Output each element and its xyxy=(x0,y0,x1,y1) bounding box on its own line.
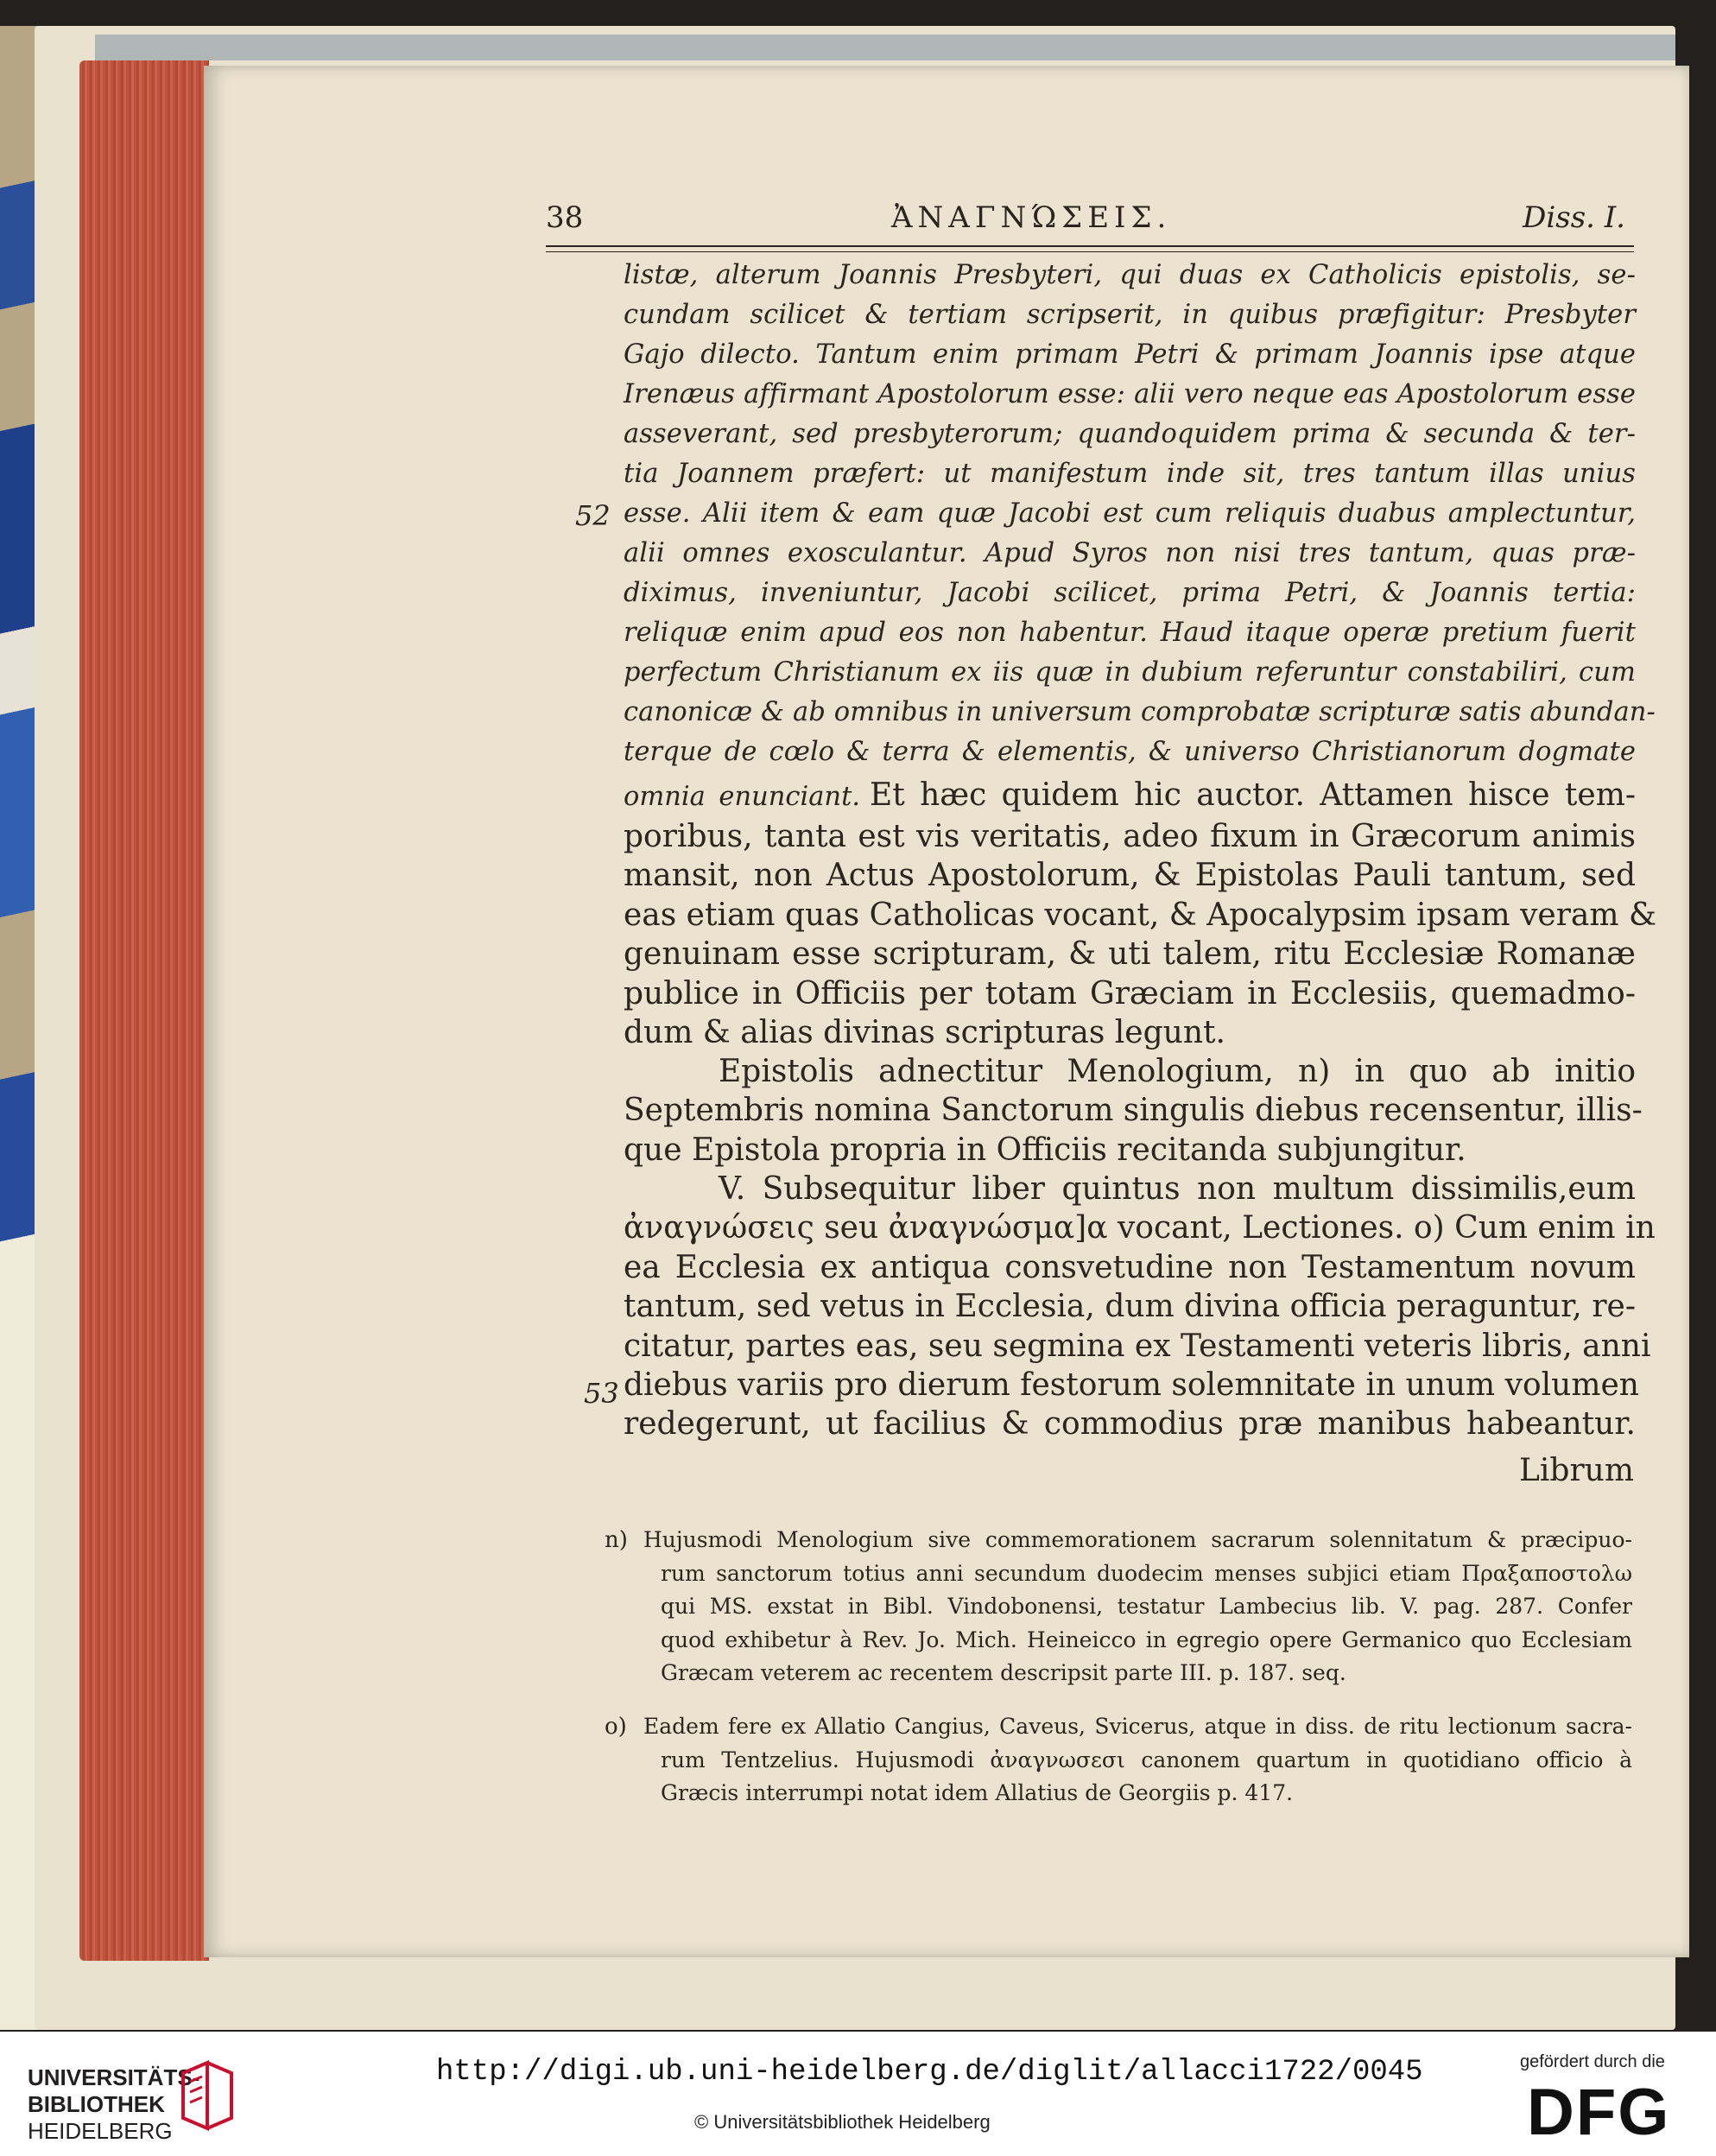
text-line: citatur, partes eas, seu segmina ex Testamenti veteris libris, anni xyxy=(624,1328,1651,1364)
margin-number: 53 xyxy=(584,1377,619,1410)
footnote-line: Eadem fere ex Allatio Cangius, Caveus, Svicerus, atque in diss. de ritu lectionum sacra- xyxy=(643,1714,1632,1739)
library-logo-text: UNIVERSITÄTS- BIBLIOTHEK HEIDELBERG xyxy=(28,2064,200,2144)
mixed-italic: omnia enunciant. xyxy=(624,782,861,812)
header-rule-thin xyxy=(546,251,1634,252)
paragraph-lectiones xyxy=(624,1170,1656,1444)
section-label: Diss. I. xyxy=(1523,200,1625,235)
footnote-n xyxy=(643,1524,1632,1690)
viewer-footer xyxy=(0,2032,1716,2156)
text-line: diximus, inveniuntur, Jacobi scilicet, prima Petri, & Joannis tertia: xyxy=(624,578,1636,608)
footnote-line: rum Tentzelius. Hujusmodi ἀναγνωσεσι canonem quartum in quotidiano officio à xyxy=(661,1747,1632,1772)
text-line: reliquæ enim apud eos non habentur. Haud itaque operæ pretium fuerit xyxy=(624,618,1636,648)
text-line: dum & alias divinas scripturas legunt. xyxy=(624,1014,1225,1050)
footnote-line: Græcis interrumpi notat idem Allatius de Georgiis p. 417. xyxy=(661,1780,1294,1806)
text-line: Septembris nomina Sanctorum singulis diebus recensentur, illis- xyxy=(624,1093,1643,1129)
italic-block xyxy=(624,256,1656,772)
dfg-logo: DFG xyxy=(1527,2076,1671,2149)
cover-stripe xyxy=(95,35,1675,60)
copyright: © Universitätsbibliothek Heidelberg xyxy=(694,2111,991,2133)
footnote-line: Græcam veterem ac recentem descripsit parte III. p. 187. seq. xyxy=(661,1660,1346,1686)
text-line: listæ, alterum Joannis Presbyteri, qui duas ex Catholicis epistolis, se- xyxy=(624,260,1636,290)
mixed-line xyxy=(624,774,1636,817)
text-line: perfectum Christianum ex iis quæ in dubium referuntur constabiliri, cum xyxy=(624,657,1636,688)
text-line: terque de cœlo & terra & elementis, & universo Christianorum dogmate xyxy=(624,737,1636,767)
roman-block xyxy=(624,817,1657,1052)
text-line: Gajo dilecto. Tantum enim primam Petri & primam Joannis ipse atque xyxy=(624,339,1636,370)
text-line: tia Joannem præfert: ut manifestum inde sit, tres tantum illas unius xyxy=(624,459,1636,489)
text-line: alii omnes exosculantur. Apud Syros non nisi tres tantum, quas præ- xyxy=(624,538,1636,568)
text-line: que Epistola propria in Officiis recitanda subjungitur. xyxy=(624,1132,1466,1168)
funding-label: gefördert durch die xyxy=(1520,2052,1665,2071)
header-rule xyxy=(546,245,1634,247)
text-line: mansit, non Actus Apostolorum, & Epistolas Pauli tantum, sed xyxy=(624,858,1636,894)
footnote-mark: o) xyxy=(605,1714,627,1740)
text-line: ἀναγνώσεις seu ἀναγνώσμα]α vocant, Lectiones. o) Cum enim in xyxy=(624,1210,1656,1246)
text-line: canonicæ & ab omnibus in universum comprobatæ scripturæ satis abundan- xyxy=(624,697,1656,727)
footnote-line: qui MS. exstat in Bibl. Vindobonensi, testatur Lambecius lib. V. pag. 287. Confer xyxy=(661,1594,1632,1620)
text-line: genuinam esse scripturam, & uti talem, ritu Ecclesiæ Romanæ xyxy=(624,936,1636,973)
text-line: redegerunt, ut facilius & commodius præ manibus habeantur. xyxy=(624,1406,1636,1443)
text-line: esse. Alii item & eam quæ Jacobi est cum reliquis duabus amplectuntur, xyxy=(624,498,1636,529)
text-line: poribus, tanta est vis veritatis, adeo fixum in Græcorum animis xyxy=(624,819,1636,854)
footnote-mark: n) xyxy=(605,1527,628,1553)
catchword: Librum xyxy=(1519,1453,1634,1488)
library-logo-icon xyxy=(176,2056,237,2135)
footnote-line: quod exhibetur à Rev. Jo. Mich. Heineicco in egregio opere Germanico quo Ecclesiam xyxy=(661,1627,1632,1652)
running-title: ἈΝΑΓΝΏΣΕΙΣ. xyxy=(891,200,1172,235)
permalink-url[interactable]: http://digi.ub.uni-heidelberg.de/diglit/allacci1722/0045 xyxy=(436,2056,1423,2089)
running-header xyxy=(546,200,1625,244)
footnote-o xyxy=(643,1710,1632,1810)
mixed-roman: Et hæc quidem hic auctor. Attamen hisce tem- xyxy=(870,777,1636,813)
text-line: Irenæus affirmant Apostolorum esse: alii vero neque eas Apostolorum esse xyxy=(624,379,1636,409)
footnote-line: Hujusmodi Menologium sive commemorationem sacrarum solennitatum & præcipuo- xyxy=(643,1527,1632,1552)
text-line: diebus variis pro dierum festorum solemnitate in unum volumen xyxy=(624,1367,1639,1403)
text-line: eas etiam quas Catholicas vocant, & Apocalypsim ipsam veram & xyxy=(624,897,1657,933)
paragraph-menologium xyxy=(624,1052,1643,1170)
page-number: 38 xyxy=(546,200,584,235)
text-line: publice in Officiis per totam Græciam in Ecclesiis, quemadmo- xyxy=(624,975,1636,1011)
text-line: Epistolis adnectitur Menologium, n) in quo ab initio xyxy=(719,1054,1636,1089)
text-line: asseverant, sed presbyterorum; quandoquidem prima & secunda & ter- xyxy=(624,419,1636,449)
text-line: V. Subsequitur liber quintus non multum dissimilis,eum xyxy=(719,1171,1636,1207)
footnote-line: rum sanctorum totius anni secundum duodecim menses subjici etiam Πραξαποστολω xyxy=(661,1560,1632,1586)
red-page-edges xyxy=(79,60,209,1961)
text-line: ea Ecclesia ex antiqua consvetudine non Testamentum novum xyxy=(624,1249,1636,1285)
margin-number: 52 xyxy=(575,499,611,532)
text-line: cundam scilicet & tertiam scripserit, in quibus præfigitur: Presbyter xyxy=(624,300,1636,330)
text-line: tantum, sed vetus in Ecclesia, dum divina officia peraguntur, re- xyxy=(624,1289,1636,1325)
